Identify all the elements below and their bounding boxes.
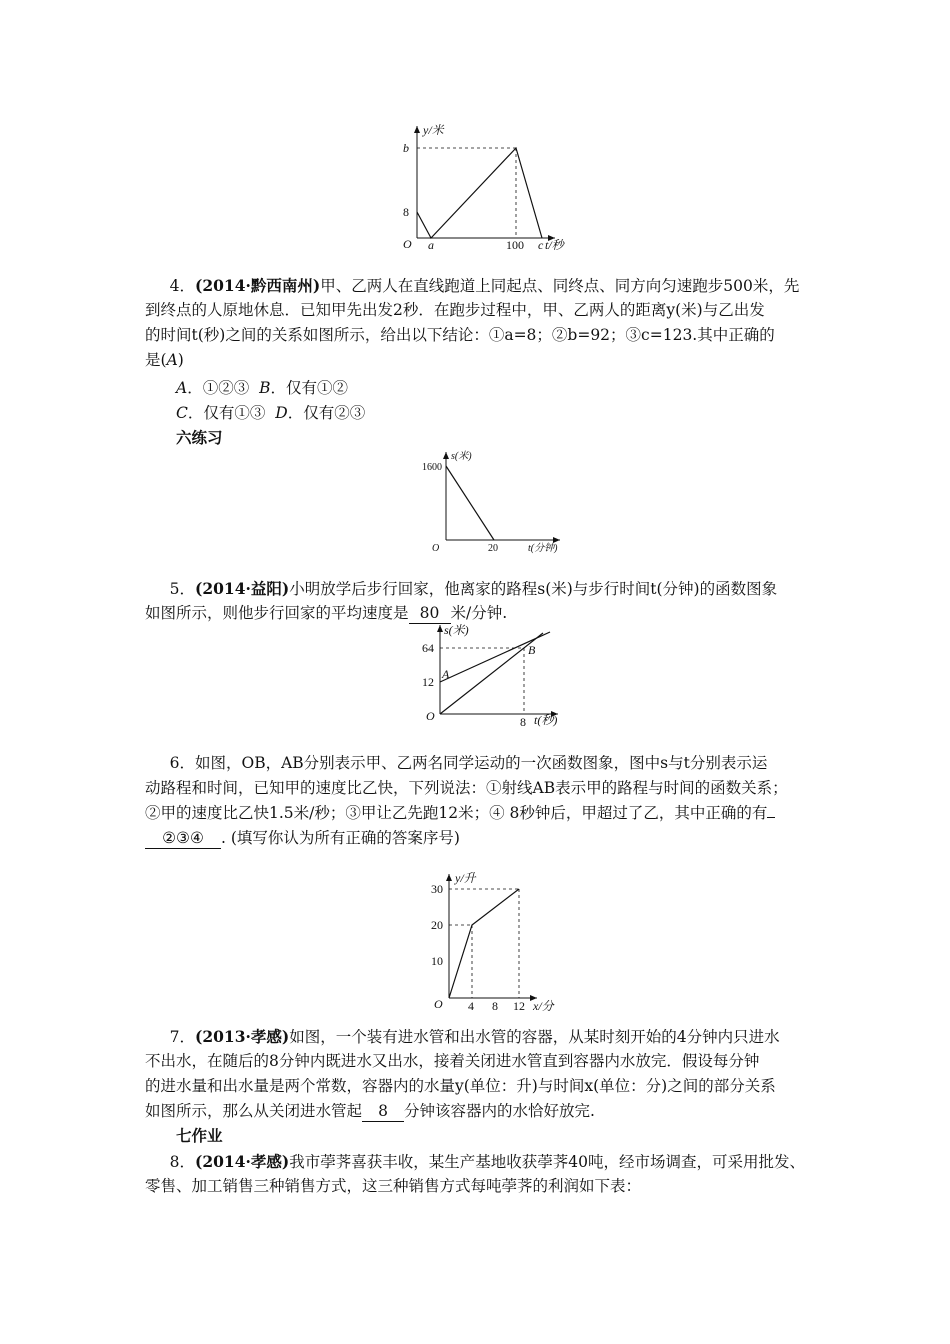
q4-line-4 xyxy=(145,348,817,373)
option-c-letter: C xyxy=(176,404,188,422)
x-tick-100: 100 xyxy=(506,238,524,252)
y-tick-10: 10 xyxy=(431,954,443,968)
q7-line-4 xyxy=(145,1099,817,1124)
x-axis-label: t/秒 xyxy=(545,238,564,252)
x-axis-label: t(秒) xyxy=(534,713,558,727)
x-tick-8: 8 xyxy=(492,999,498,1013)
q6-text-3: ②甲的速度比乙快1.5米/秒；③甲让乙先跑12米；④ 8秒钟后，甲超过了乙，其中正确的有 xyxy=(145,804,768,822)
section-heading-practice: 六练习 xyxy=(176,428,223,447)
option-d-text: ．仅有②③ xyxy=(287,404,366,422)
q5-source: (2014·益阳) xyxy=(195,579,290,598)
x-tick-20: 20 xyxy=(488,543,498,554)
option-b-letter: B xyxy=(259,379,271,397)
x-axis-label: x/分 xyxy=(533,999,554,1013)
origin-label: O xyxy=(403,237,412,251)
q4-answer: A xyxy=(166,351,178,369)
x-tick-4: 4 xyxy=(468,999,474,1013)
q8-source: (2014·孝感) xyxy=(195,1152,290,1171)
option-c-text: ．仅有①③ xyxy=(187,404,266,422)
water-volume-line xyxy=(449,889,519,998)
q7-text-4-post: 分钟该容器内的水恰好放完. xyxy=(404,1102,595,1120)
question-8 xyxy=(145,1149,817,1199)
q6-text-4: . (填写你认为所有正确的答案序号) xyxy=(221,829,460,847)
y-axis-arrow xyxy=(414,126,420,133)
water-graph-svg xyxy=(425,870,595,1012)
q7-text-4-pre: 如图所示，那么从关闭进水管起 xyxy=(145,1102,363,1120)
q4-number: 4． xyxy=(169,277,196,295)
y-axis-label: s(米) xyxy=(444,623,469,637)
q4-line-3: 的时间t(秒)之间的关系如图所示，给出以下结论：①a=8；②b=92；③c=123.其中正确的 xyxy=(145,326,775,344)
q4-text-1: 甲、乙两人在直线跑道上同起点、同终点、同方向匀速跑步500米，先 xyxy=(320,277,800,295)
y-tick-64: 64 xyxy=(422,641,434,655)
q6-line-3 xyxy=(145,801,817,826)
y-axis-arrow xyxy=(443,452,449,459)
question-5 xyxy=(145,576,817,626)
ray-ab xyxy=(440,632,550,682)
q8-text-1: 我市荸荠喜获丰收，某生产基地收获荸荠40吨，经市场调查，可采用批发、 xyxy=(289,1153,805,1171)
distance-line xyxy=(417,148,542,238)
q4-line-2: 到终点的人原地休息．已知甲先出发2秒．在跑步过程中，甲、乙两人的距离y(米)与乙出发 xyxy=(145,301,765,319)
q5-line-1 xyxy=(145,576,817,601)
question-6 xyxy=(145,751,817,851)
q8-number: 8． xyxy=(169,1153,196,1171)
walking-line xyxy=(446,466,494,540)
q5-answer-blank: 80 xyxy=(409,603,451,624)
q5-text-2-pre: 如图所示，则他步行回家的平均速度是 xyxy=(145,604,409,622)
y-axis-label: y/米 xyxy=(423,123,444,137)
q4-text-4-pre: 是( xyxy=(145,351,167,369)
option-a-text: ．①②③ xyxy=(187,379,250,397)
q5-number: 5． xyxy=(169,580,196,598)
q6-line-4 xyxy=(145,826,817,851)
q7-text-1: 如图，一个装有进水管和出水管的容器，从某时刻开始的4分钟内只进水 xyxy=(289,1028,780,1046)
y-axis-label: y/升 xyxy=(455,871,476,885)
q7-line-3: 的进水量和出水量是两个常数，容器内的水量y(单位：升)与时间x(单位：分)之间的部分关系 xyxy=(145,1077,776,1095)
q4-options-row-1 xyxy=(176,376,348,398)
x-tick-c: c xyxy=(538,238,544,252)
q6-line-1 xyxy=(145,751,817,776)
q8-line-2: 零售、加工销售三种销售方式，这三种销售方式每吨荸荠的利润如下表： xyxy=(145,1177,642,1195)
y-tick-1600: 1600 xyxy=(422,462,442,473)
option-a-letter: A xyxy=(176,379,188,397)
y-axis-arrow xyxy=(437,625,443,632)
y-axis-label: s(米) xyxy=(451,451,472,462)
figure-race-graph xyxy=(420,622,570,727)
question-7 xyxy=(145,1024,817,1124)
q5-text-2-post: 米/分钟. xyxy=(450,604,508,622)
q7-line-2: 不出水，在随后的8分钟内既进水又出水，接着关闭进水管直到容器内水放完．假设每分钟 xyxy=(145,1052,760,1070)
q4-source: (2014·黔西南州) xyxy=(195,276,321,295)
y-tick-b: b xyxy=(403,141,409,155)
q4-options-row-2 xyxy=(176,401,365,423)
origin-label: O xyxy=(426,709,435,723)
walking-graph-svg xyxy=(420,448,570,558)
q4-line-1 xyxy=(145,273,817,298)
figure-walking-graph xyxy=(420,448,570,558)
point-b-label: B xyxy=(528,643,536,657)
figure-water-graph xyxy=(425,870,595,1012)
point-a-label: A xyxy=(442,667,450,681)
y-axis-arrow xyxy=(446,874,452,881)
q4-text-4-post: ) xyxy=(177,351,184,369)
q7-source: (2013·孝感) xyxy=(195,1027,290,1046)
race-graph-svg xyxy=(420,622,570,727)
origin-label: O xyxy=(432,543,440,554)
q7-line-1 xyxy=(145,1024,817,1049)
q5-text-1: 小明放学后步行回家，他离家的路程s(米)与步行时间t(分钟)的函数图象 xyxy=(289,580,778,598)
y-tick-8: 8 xyxy=(403,205,409,219)
q6-text-1: 6．如图，OB，AB分别表示甲、乙两名同学运动的一次函数图象，图中s与t分别表示运 xyxy=(169,754,768,772)
x-tick-12: 12 xyxy=(513,999,525,1013)
section-heading-homework: 七作业 xyxy=(176,1126,223,1145)
q7-answer-blank: 8 xyxy=(362,1101,404,1122)
option-d-letter: D xyxy=(275,404,288,422)
q6-answer-blank: ②③④ xyxy=(145,828,221,849)
x-tick-a: a xyxy=(428,238,434,252)
x-axis-label: t(分钟) xyxy=(528,543,558,554)
question-4 xyxy=(145,273,817,373)
running-graph-svg xyxy=(395,120,565,255)
q6-blank-start xyxy=(767,817,775,818)
x-tick-8: 8 xyxy=(520,715,526,729)
y-tick-20: 20 xyxy=(431,918,443,932)
y-tick-12: 12 xyxy=(422,675,434,689)
q7-number: 7． xyxy=(169,1028,196,1046)
origin-label: O xyxy=(434,997,443,1011)
q6-line-2: 动路程和时间，已知甲的速度比乙快，下列说法：①射线AB表示甲的路程与时间的函数关系； xyxy=(145,779,788,797)
figure-running-graph xyxy=(395,120,565,255)
option-b-text: ．仅有①② xyxy=(270,379,348,397)
y-tick-30: 30 xyxy=(431,882,443,896)
q8-line-1 xyxy=(145,1149,817,1174)
